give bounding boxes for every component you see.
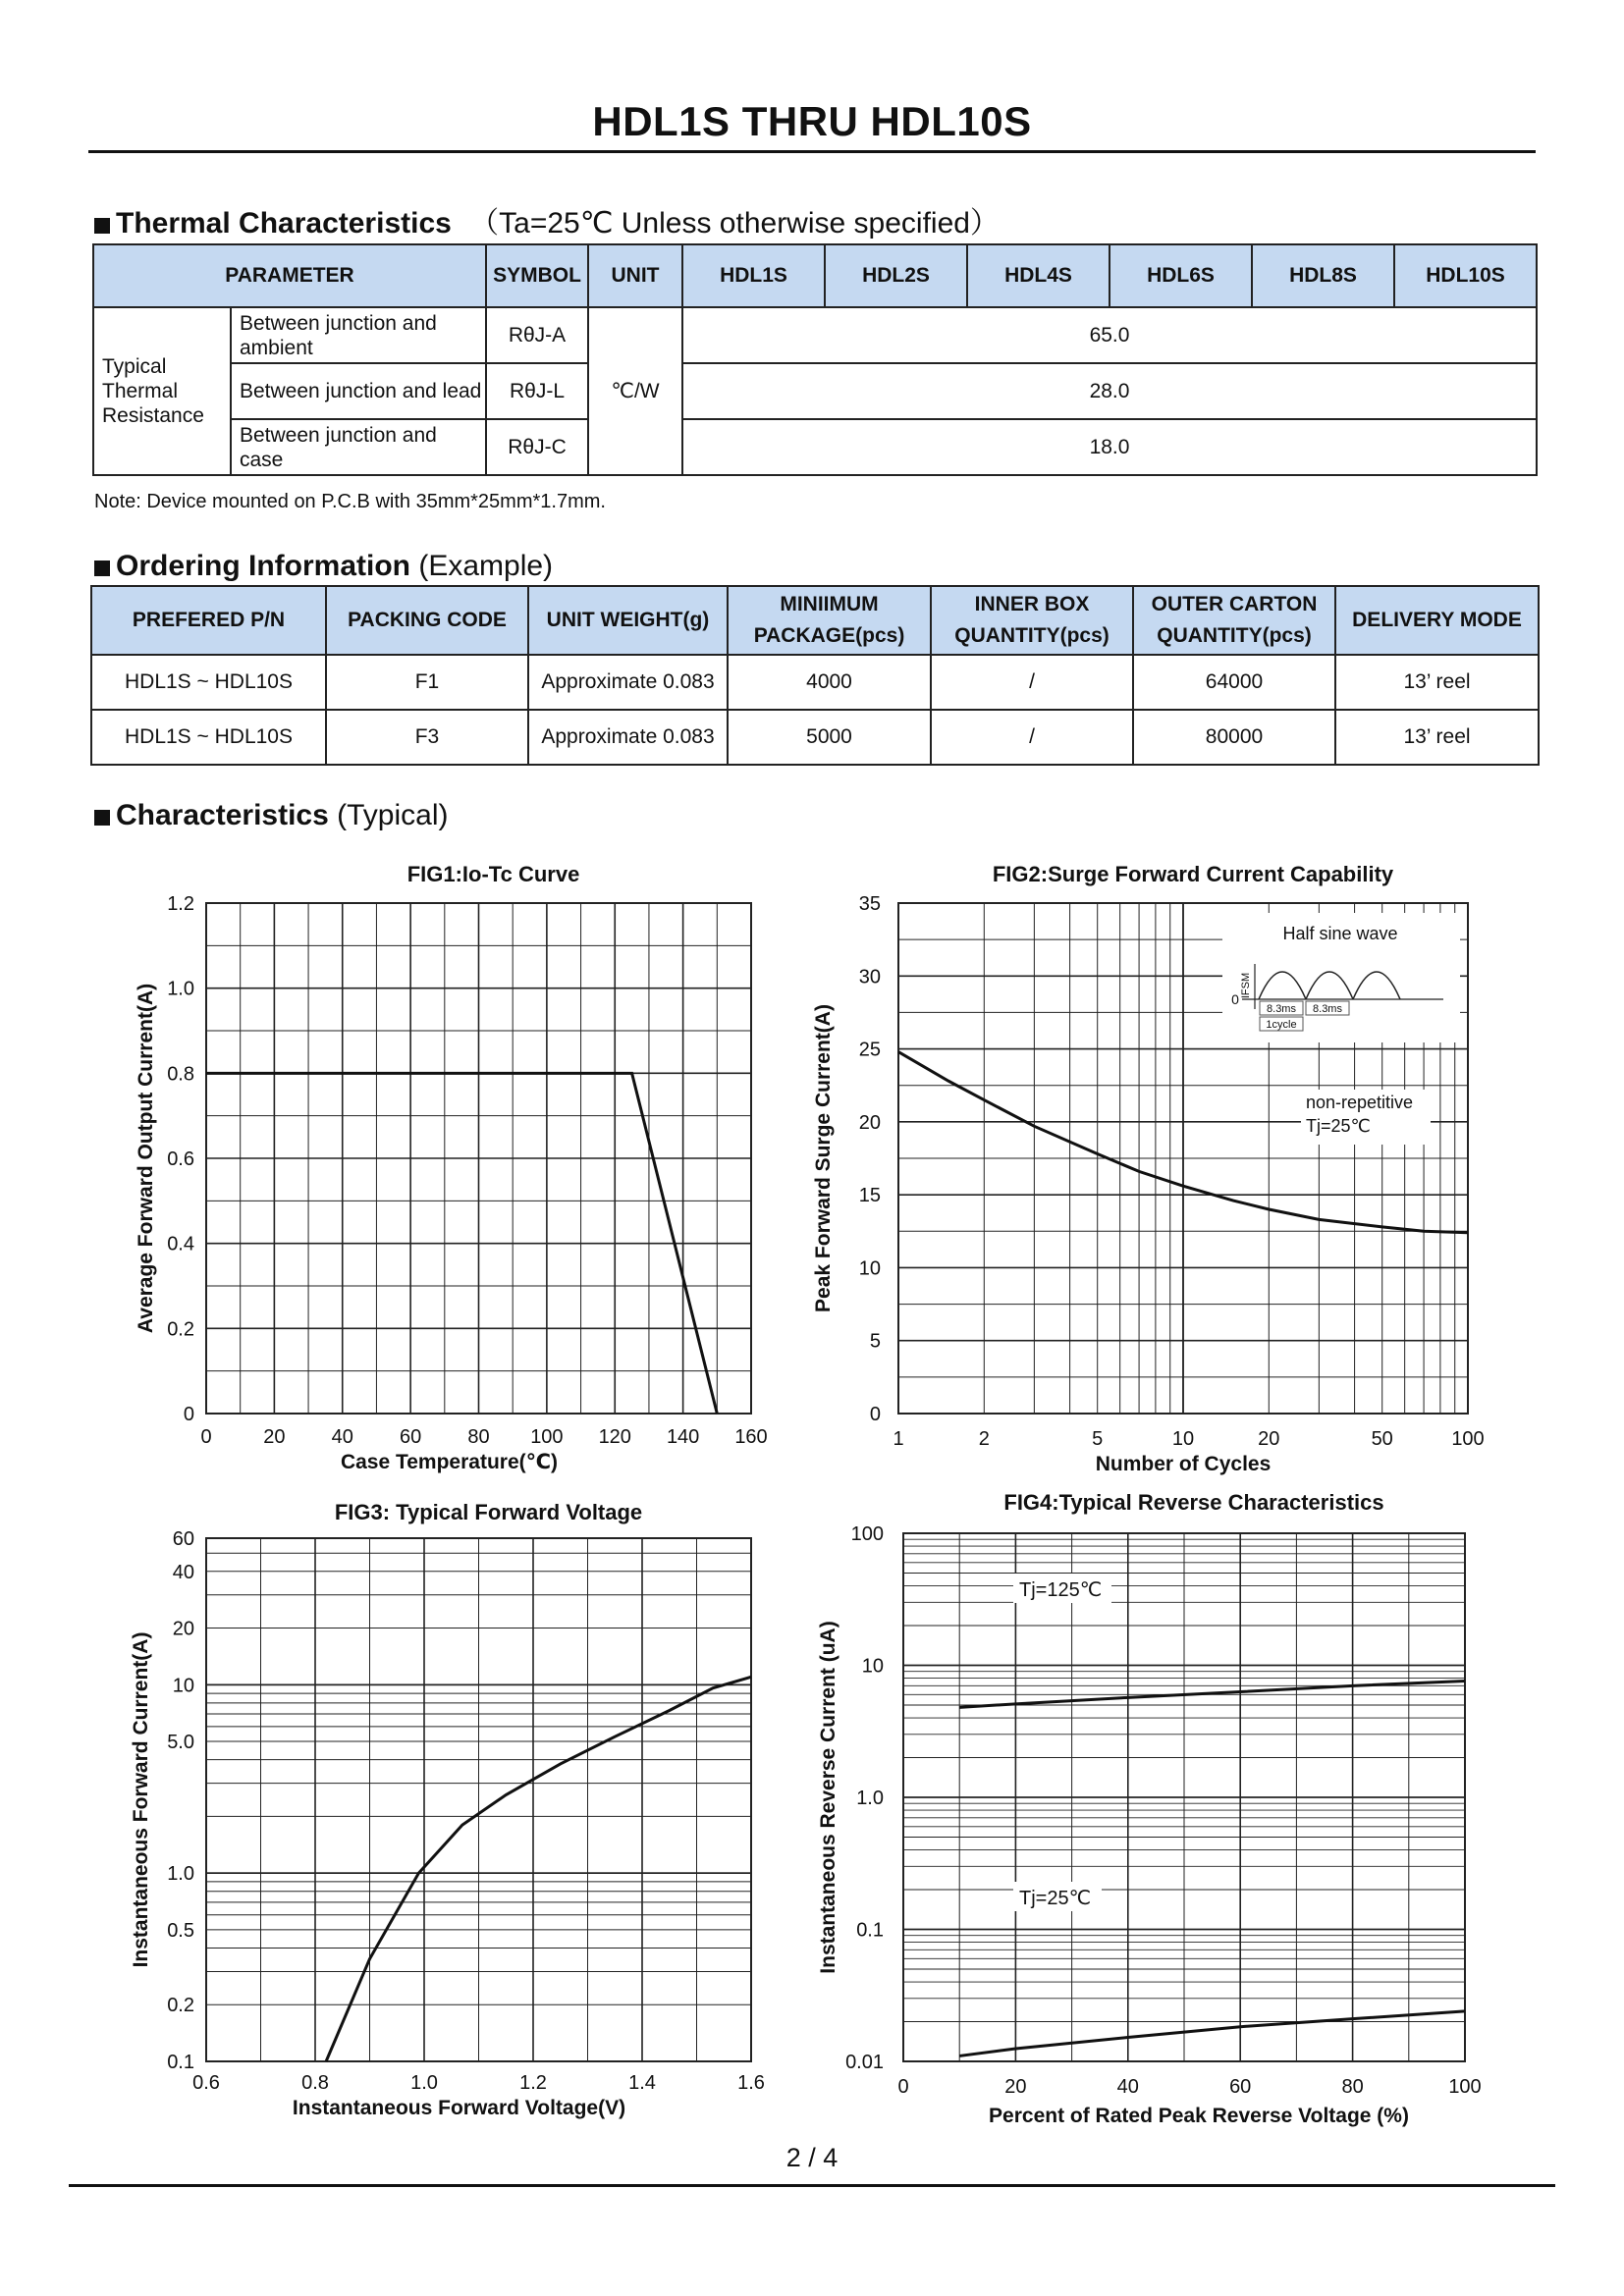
oh-inner-box: INNER BOX QUANTITY(pcs) xyxy=(931,586,1133,655)
x-tick-label: 1.0 xyxy=(410,2072,438,2094)
characteristics-section-heading xyxy=(94,799,449,832)
oh-packing: PACKING CODE xyxy=(326,586,528,655)
x-tick-label: 80 xyxy=(1341,2076,1364,2098)
cell: Approximate 0.083 xyxy=(528,710,728,765)
y-axis-label: Average Forward Output Current(A) xyxy=(135,983,157,1334)
group-label: Typical Thermal Resistance xyxy=(93,307,231,475)
x-tick-label: 100 xyxy=(530,1426,564,1448)
x-tick-label: 0.6 xyxy=(192,2072,220,2094)
fig4-chart xyxy=(805,1482,1512,2140)
row-desc: Between junction and lead xyxy=(231,363,486,419)
row-value: 65.0 xyxy=(682,307,1537,363)
ordering-table xyxy=(90,585,1540,766)
x-tick-label: 100 xyxy=(1451,1428,1485,1450)
thermal-condition: （Ta=25℃ Unless otherwise specified） xyxy=(469,207,1000,240)
inset-zero-label: 0 xyxy=(1231,991,1239,1007)
x-tick-label: 160 xyxy=(734,1426,768,1448)
y-tick-label: 0.2 xyxy=(167,1318,194,1341)
y-tick-label: 10 xyxy=(858,1257,881,1280)
row-desc: Between junction and ambient xyxy=(231,307,486,363)
y-tick-label: 5 xyxy=(869,1330,881,1353)
x-axis-label: Percent of Rated Peak Reverse Voltage (%) xyxy=(989,2105,1409,2127)
th-symbol: SYMBOL xyxy=(486,244,588,307)
th-hdl6s: HDL6S xyxy=(1110,244,1252,307)
page-title: HDL1S THRU HDL10S xyxy=(592,98,1032,144)
row-symbol: RθJ-C xyxy=(486,419,588,475)
x-tick-label: 0.8 xyxy=(301,2072,329,2094)
oh-weight: UNIT WEIGHT(g) xyxy=(528,586,728,655)
x-tick-label: 40 xyxy=(1116,2076,1139,2098)
x-tick-label: 1 xyxy=(893,1428,904,1450)
y-tick-label: 0.5 xyxy=(167,1919,194,1942)
row-symbol: RθJ-A xyxy=(486,307,588,363)
th-parameter: PARAMETER xyxy=(93,244,486,307)
y-tick-label: 10 xyxy=(172,1675,194,1697)
cell: 5000 xyxy=(728,710,931,765)
y-tick-label: 0.2 xyxy=(167,1995,194,2017)
y-axis-label: Instantaneous Reverse Current (uA) xyxy=(817,1621,839,1974)
x-tick-label: 140 xyxy=(666,1426,700,1448)
ordering-subheading: (Example) xyxy=(418,550,554,582)
th-unit: UNIT xyxy=(588,244,682,307)
y-axis-label: Instantaneous Forward Current(A) xyxy=(130,1631,152,1968)
cell: F3 xyxy=(326,710,528,765)
y-tick-label: 30 xyxy=(858,966,881,988)
row-value: 18.0 xyxy=(682,419,1537,475)
x-tick-label: 1.4 xyxy=(628,2072,656,2094)
x-tick-label: 120 xyxy=(598,1426,631,1448)
x-axis-label: Instantaneous Forward Voltage(V) xyxy=(292,2097,626,2119)
ordering-section-heading xyxy=(94,550,553,583)
tj25-series-label: Tj=25℃ xyxy=(1019,1888,1092,1909)
fig3-chart xyxy=(108,1492,795,2140)
cell: 4000 xyxy=(728,655,931,710)
x-axis-label: Number of Cycles xyxy=(1095,1453,1272,1475)
bullet-square-icon xyxy=(94,218,110,234)
y-tick-label: 1.0 xyxy=(167,978,194,1000)
inset-ifsm-label: IFSM xyxy=(1240,972,1252,999)
cell: HDL1S ~ HDL10S xyxy=(91,655,326,710)
y-tick-label: 0.4 xyxy=(167,1233,194,1255)
tj25-series-line xyxy=(959,2011,1465,2056)
y-tick-label: 20 xyxy=(858,1111,881,1134)
row-value: 28.0 xyxy=(682,363,1537,419)
x-axis-label: Case Temperature(℃) xyxy=(340,1451,559,1473)
cell: / xyxy=(931,710,1133,765)
y-tick-label: 15 xyxy=(858,1185,881,1207)
cell: HDL1S ~ HDL10S xyxy=(91,710,326,765)
inset-period-label: 8.3ms xyxy=(1313,1003,1342,1015)
fig1-chart xyxy=(108,854,795,1482)
y-tick-label: 1.2 xyxy=(167,893,194,915)
x-tick-label: 100 xyxy=(1448,2076,1482,2098)
chart-title: FIG3: Typical Forward Voltage xyxy=(334,1500,643,1524)
chart-title: FIG2:Surge Forward Current Capability xyxy=(992,862,1394,886)
characteristics-subheading: (Typical) xyxy=(337,799,449,831)
y-tick-label: 0.1 xyxy=(856,1919,884,1942)
page-number: 2 / 4 xyxy=(785,2143,839,2172)
x-tick-label: 50 xyxy=(1371,1428,1393,1450)
y-tick-label: 0.6 xyxy=(167,1148,194,1170)
y-tick-label: 0.01 xyxy=(845,2052,884,2073)
y-tick-label: 5.0 xyxy=(167,1732,194,1754)
table-row xyxy=(91,655,1539,710)
x-tick-label: 20 xyxy=(1258,1428,1280,1450)
characteristics-heading: Characteristics xyxy=(116,799,329,831)
thermal-note: Note: Device mounted on P.C.B with 35mm*25mm*1.7mm. xyxy=(94,491,606,512)
y-tick-label: 1.0 xyxy=(856,1788,884,1809)
x-tick-label: 10 xyxy=(1171,1428,1195,1450)
oh-min-package: MINIIMUM PACKAGE(pcs) xyxy=(728,586,931,655)
cell: 80000 xyxy=(1133,710,1335,765)
y-tick-label: 25 xyxy=(858,1039,881,1061)
x-tick-label: 1.2 xyxy=(519,2072,547,2094)
th-hdl4s: HDL4S xyxy=(967,244,1110,307)
y-tick-label: 40 xyxy=(172,1561,194,1583)
x-tick-label: 2 xyxy=(978,1428,990,1450)
unit-cell: ℃/W xyxy=(588,307,682,475)
th-hdl1s: HDL1S xyxy=(682,244,825,307)
thermal-section-heading xyxy=(94,198,1000,241)
cell: Approximate 0.083 xyxy=(528,655,728,710)
th-hdl10s: HDL10S xyxy=(1394,244,1537,307)
x-tick-label: 20 xyxy=(1004,2076,1027,2098)
y-tick-label: 0.8 xyxy=(167,1063,194,1086)
x-tick-label: 40 xyxy=(331,1426,353,1448)
y-tick-label: 35 xyxy=(858,893,881,915)
oh-delivery: DELIVERY MODE xyxy=(1335,586,1539,655)
header-rule xyxy=(88,150,1536,153)
x-tick-label: 5 xyxy=(1092,1428,1104,1450)
x-tick-label: 60 xyxy=(1229,2076,1252,2098)
y-tick-label: 10 xyxy=(861,1655,884,1678)
note-tj: Tj=25℃ xyxy=(1306,1116,1371,1136)
y-tick-label: 60 xyxy=(172,1528,194,1550)
chart-title: FIG1:Io-Tc Curve xyxy=(406,862,580,886)
note-nonrepetitive: non-repetitive xyxy=(1306,1093,1414,1112)
th-hdl8s: HDL8S xyxy=(1252,244,1394,307)
bullet-square-icon xyxy=(94,561,110,576)
thermal-heading: Thermal Characteristics xyxy=(116,207,452,240)
forward-voltage-series-line xyxy=(326,1677,751,2061)
inset-cycle-label: 1cycle xyxy=(1266,1019,1297,1031)
chart-title: FIG4:Typical Reverse Characteristics xyxy=(1003,1490,1384,1515)
y-axis-label: Peak Forward Surge Current(A) xyxy=(812,1004,835,1312)
row-symbol: RθJ-L xyxy=(486,363,588,419)
inset-period-label: 8.3ms xyxy=(1267,1003,1296,1015)
bullet-square-icon xyxy=(94,810,110,826)
y-tick-label: 0 xyxy=(869,1404,881,1425)
ordering-heading: Ordering Information xyxy=(116,550,410,582)
oh-pn: PREFERED P/N xyxy=(91,586,326,655)
cell: 13’ reel xyxy=(1335,710,1539,765)
x-tick-label: 20 xyxy=(263,1426,286,1448)
y-tick-label: 0 xyxy=(183,1404,194,1425)
x-tick-label: 80 xyxy=(467,1426,490,1448)
table-row xyxy=(91,710,1539,765)
y-tick-label: 0.1 xyxy=(167,2052,194,2073)
tj125-series-label: Tj=125℃ xyxy=(1019,1579,1103,1601)
x-tick-label: 60 xyxy=(400,1426,422,1448)
fig2-chart xyxy=(805,854,1492,1482)
x-tick-label: 0 xyxy=(897,2076,909,2098)
cell: 64000 xyxy=(1133,655,1335,710)
y-tick-label: 1.0 xyxy=(167,1863,194,1886)
y-tick-label: 100 xyxy=(850,1523,884,1545)
footer-rule xyxy=(69,2184,1555,2187)
cell: F1 xyxy=(326,655,528,710)
row-desc: Between junction and case xyxy=(231,419,486,475)
x-tick-label: 0 xyxy=(200,1426,212,1448)
inset-title: Half sine wave xyxy=(1282,924,1398,943)
thermal-table xyxy=(92,243,1538,476)
th-hdl2s: HDL2S xyxy=(825,244,967,307)
x-tick-label: 1.6 xyxy=(737,2072,765,2094)
cell: 13’ reel xyxy=(1335,655,1539,710)
y-tick-label: 20 xyxy=(172,1618,194,1640)
cell: / xyxy=(931,655,1133,710)
oh-outer-carton: OUTER CARTON QUANTITY(pcs) xyxy=(1133,586,1335,655)
